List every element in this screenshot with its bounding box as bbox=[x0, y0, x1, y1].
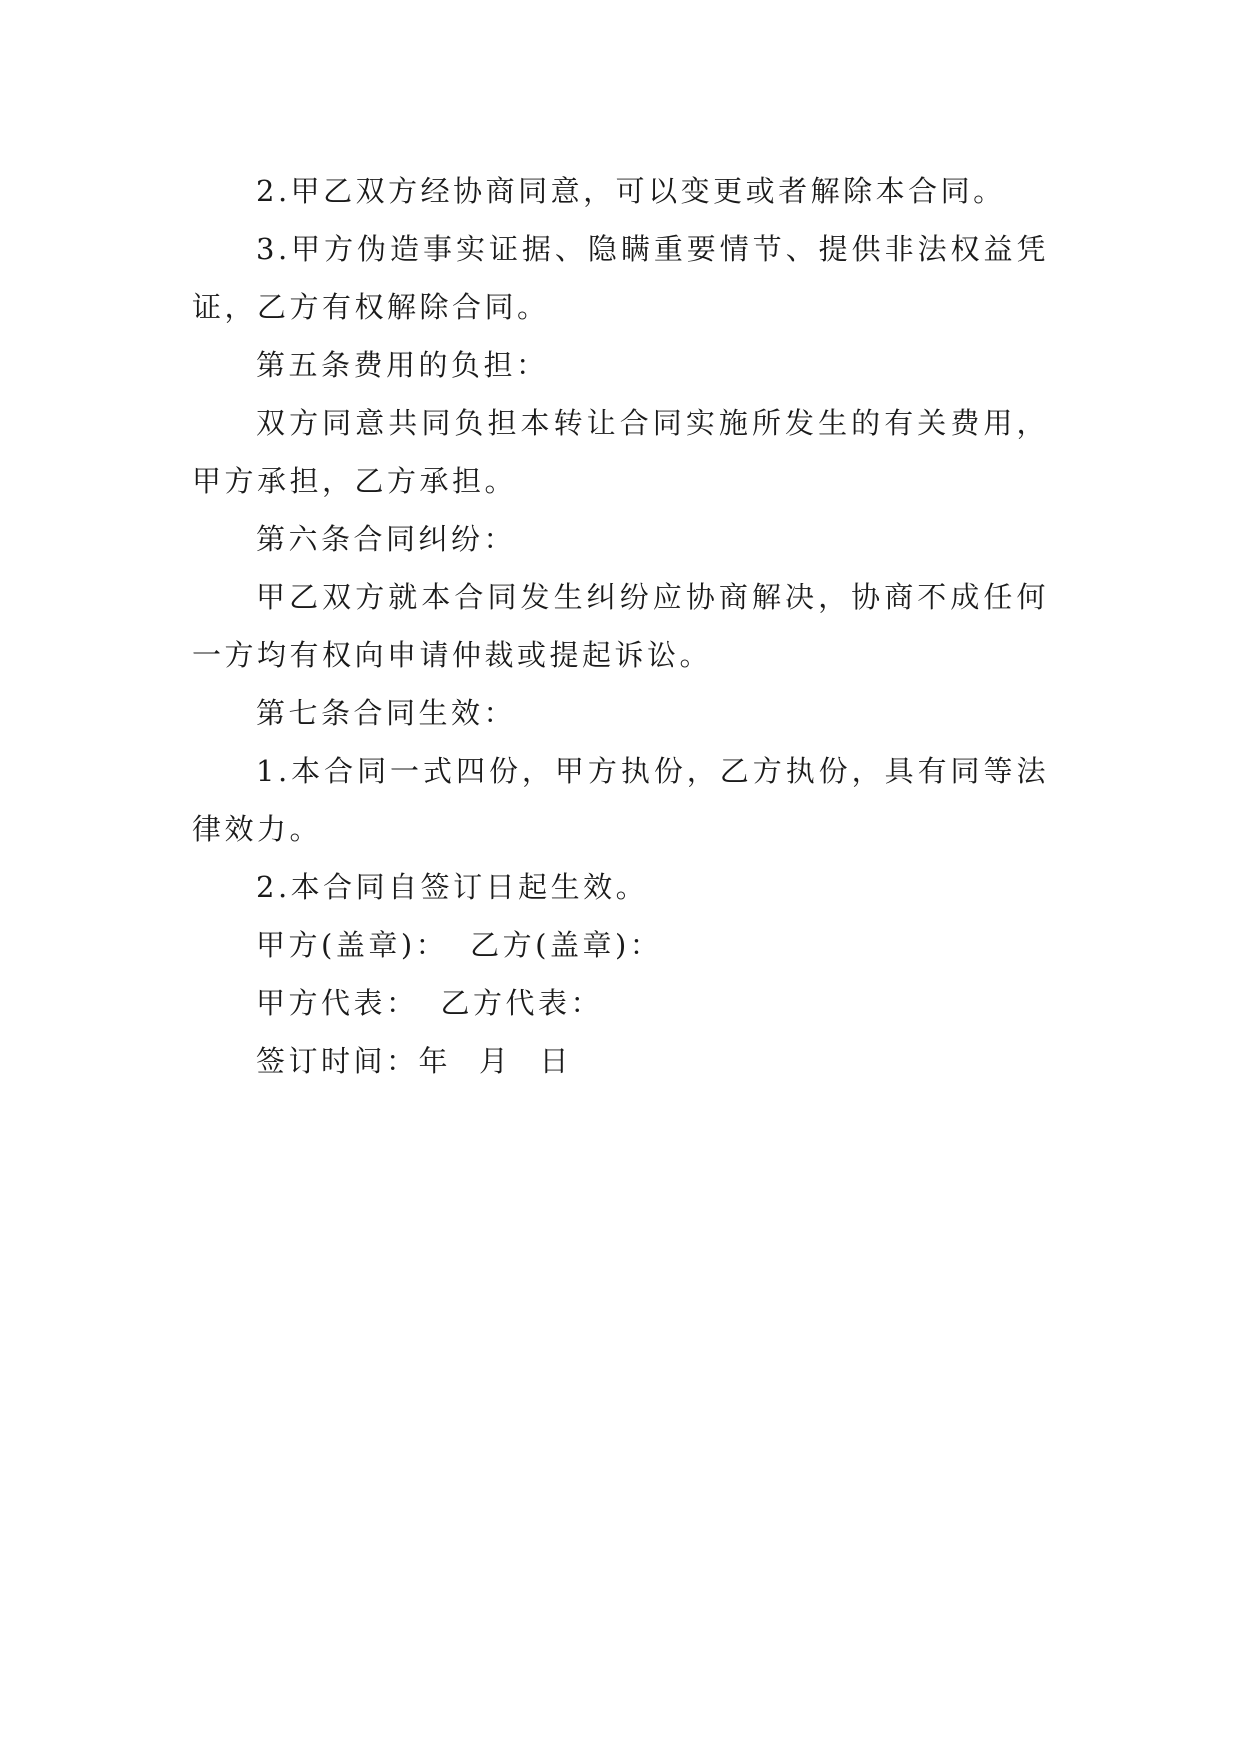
article-7-clause-1: 1.本合同一式四份，甲方执份，乙方执份，具有同等法律效力。 bbox=[192, 754, 1049, 846]
party-b-rep-label: 乙方代表： bbox=[440, 986, 604, 1020]
party-a-seal-label: 甲方(盖章)： bbox=[256, 928, 449, 962]
seal-line bbox=[192, 916, 1049, 974]
month-label: 月 bbox=[479, 1044, 512, 1078]
party-b-seal-label: 乙方(盖章)： bbox=[470, 928, 663, 962]
article-6-heading: 第六条合同纠纷： bbox=[256, 522, 517, 556]
article-5-body: 双方同意共同负担本转让合同实施所发生的有关费用，甲方承担，乙方承担。 bbox=[192, 406, 1049, 498]
representative-line bbox=[192, 974, 1049, 1032]
signing-date-line bbox=[192, 1032, 1049, 1090]
clause-3-fraud-termination: 3.甲方伪造事实证据、隐瞒重要情节、提供非法权益凭证，乙方有权解除合同。 bbox=[192, 232, 1049, 324]
article-5-heading: 第五条费用的负担： bbox=[256, 348, 549, 382]
clause-2-modify-terminate: 2.甲乙双方经协商同意，可以变更或者解除本合同。 bbox=[256, 174, 1006, 208]
article-6-body: 甲乙双方就本合同发生纠纷应协商解决，协商不成任何一方均有权向申请仲裁或提起诉讼。 bbox=[192, 580, 1049, 672]
party-a-rep-label: 甲方代表： bbox=[256, 986, 419, 1020]
article-7-clause-2: 2.本合同自签订日起生效。 bbox=[256, 870, 649, 904]
signing-date-label: 签订时间： bbox=[256, 1044, 419, 1078]
day-label: 日 bbox=[539, 1044, 573, 1078]
article-7-heading: 第七条合同生效： bbox=[256, 696, 517, 730]
year-label: 年 bbox=[418, 1044, 452, 1078]
